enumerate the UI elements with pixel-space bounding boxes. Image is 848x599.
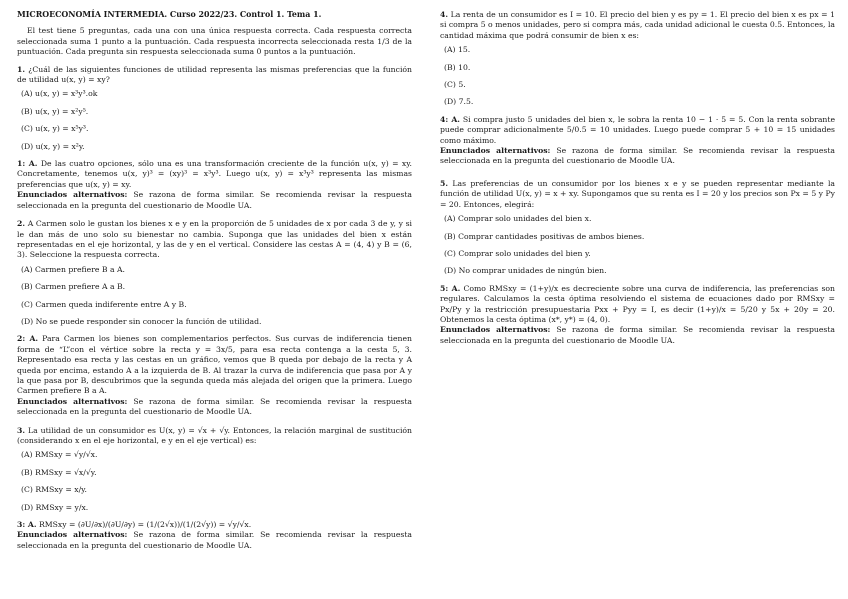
option-b[interactable]: (B) Comprar cantidades positivas de ambos bienes. — [444, 231, 645, 241]
option-b[interactable]: (B) RMSxy = √x/√y. — [21, 467, 97, 477]
answer-label: 3: A. — [17, 520, 37, 530]
alternative-text: Se razona de forma similar. Se recomienda revisar la respuesta seleccionada en la pregunta del cuestionario de Moodle UA. — [440, 146, 835, 166]
alternative-note — [440, 325, 835, 346]
alternative-note — [440, 146, 835, 167]
option-d[interactable]: (D) No se puede responder sin conocer la función de utilidad. — [21, 316, 262, 326]
option-a[interactable]: (A) 15. — [444, 45, 471, 55]
question-1 — [17, 65, 412, 211]
option-c[interactable]: (C) u(x, y) = x⁵y³. — [21, 124, 89, 134]
answer-block — [440, 115, 835, 167]
answer-text: Para Carmen los bienes son complementarios perfectos. Sus curvas de indiferencia tienen forma de “L”con el vértice sobre la recta y = 3x/5, para esa recta contenga a la cesta 5, 3. Representado esa recta y las cestas en un gráfico, vemos que B queda por debajo de la recta y A queda por encima, estando A a la izquierda de B. Al trazar la curva de indiferencia que pasa por A y la que pasa por B, descubrimos que la segunda queda más alejada del origen que la primera. Luego Carmen prefiere B a A. — [17, 334, 412, 396]
question-number: 4. — [440, 10, 449, 19]
answer-solution — [17, 334, 412, 396]
option-a[interactable]: (A) Comprar solo unidades del bien x. — [444, 214, 592, 224]
answer-text: De las cuatro opciones, sólo una es una transformación creciente de la función u(x, y) = xy. Concretamente, tenemos u(x, y)³ = (xy)³ = x³y³. Luego u(x, y) = x³y³ representa las mismas preferencias que u(x, y) = xy. — [17, 159, 412, 189]
document-title: MICROECONOMÍA INTERMEDIA. Curso 2022/23. Control 1. Tema 1. — [17, 10, 322, 19]
alternative-label: Enunciados alternativos: — [17, 530, 128, 540]
alternative-text: Se razona de forma similar. Se recomienda revisar la respuesta seleccionada en la pregunta del cuestionario de Moodle UA. — [440, 325, 835, 345]
right-column — [440, 10, 835, 354]
answer-text: Si compra justo 5 unidades del bien x, le sobra la renta 10 − 1 · 5 = 5. Con la renta sobrante puede comprar adicionalmente 5/0.5 = 10 unidades. Luego puede comprar 5 + 10 = 15 unidades como máximo. — [440, 114, 835, 145]
alternative-label: Enunciados alternativos: — [440, 325, 551, 335]
question-2 — [17, 219, 412, 418]
question-5 — [440, 179, 835, 346]
answer-solution — [440, 115, 835, 146]
option-c[interactable]: (C) RMSxy = x/y. — [21, 485, 87, 495]
alternative-label: Enunciados alternativos: — [17, 396, 128, 406]
question-number: 5. — [440, 178, 449, 188]
option-d[interactable]: (D) RMSxy = y/x. — [21, 502, 89, 512]
answer-label: 4: A. — [440, 114, 460, 124]
question-number: 1. — [17, 64, 26, 74]
option-a[interactable]: (A) u(x, y) = x³y³.ok — [21, 89, 98, 99]
alternative-label: Enunciados alternativos: — [440, 146, 551, 156]
question-number: 2. — [17, 219, 26, 229]
option-c[interactable]: (C) Carmen queda indiferente entre A y B. — [21, 299, 187, 309]
answer-solution — [17, 159, 412, 190]
alternative-text: Se razona de forma similar. Se recomienda revisar la respuesta seleccionada en la pregunta del cuestionario de Moodle UA. — [17, 396, 412, 417]
question-3 — [17, 426, 412, 552]
option-d[interactable]: (D) u(x, y) = x²y. — [21, 141, 85, 151]
answer-text: RMSxy = (∂U/∂x)/(∂U/∂y) = (1/(2√x))/(1/(2√y)) = √y/√x. — [38, 520, 252, 530]
question-body: ¿Cuál de las siguientes funciones de utilidad representa las mismas preferencias que la función de utilidad u(x, y) = xy? — [17, 64, 412, 85]
option-a[interactable]: (A) Carmen prefiere B a A. — [21, 264, 125, 274]
question-body: Las preferencias de un consumidor por los bienes x e y se pueden representar mediante la función de utilidad U(x, y) = x + xy. Supongamos que su renta es I = 20 y los precios son Px = 5 y Py = 20. Entonces, elegirá: — [440, 178, 835, 209]
alternative-note — [17, 190, 412, 211]
answer-block — [17, 159, 412, 211]
alternative-note — [17, 530, 412, 551]
question-text — [17, 219, 412, 261]
answer-block — [17, 334, 412, 417]
option-b[interactable]: (B) u(x, y) = x²y⁵. — [21, 106, 89, 116]
question-text — [17, 426, 412, 447]
option-c[interactable]: (C) 5. — [444, 80, 466, 90]
answer-label: 1: A. — [17, 159, 38, 169]
question-text — [440, 10, 835, 41]
option-a[interactable]: (A) RMSxy = √y/√x. — [21, 450, 98, 460]
option-b[interactable]: (B) Carmen prefiere A a B. — [21, 282, 126, 292]
question-text — [17, 65, 412, 86]
answer-label: 2: A. — [17, 334, 39, 344]
question-text — [440, 179, 835, 210]
left-column — [17, 10, 412, 559]
answer-text: Como RMSxy = (1+y)/x es decreciente sobre una curva de indiferencia, las preferencias son regulares. Calculamos la cesta óptima resolviendo el sistema de ecuaciones dado por RMSxy = Px/Py y la restricción presupuestaria Pxx + Pyy = I, es decir (1+y)/x = 5/20 y 5x + 20y = 20. Obtenemos la cesta óptima (x*, y*) = (4, 0). — [440, 283, 835, 324]
option-b[interactable]: (B) 10. — [444, 62, 471, 72]
option-c[interactable]: (C) Comprar solo unidades del bien y. — [444, 248, 591, 258]
alternative-text: Se razona de forma similar. Se recomienda revisar la respuesta seleccionada en la pregunta del cuestionario de Moodle UA. — [17, 530, 412, 550]
option-d[interactable]: (D) No comprar unidades de ningún bien. — [444, 266, 607, 276]
intro-paragraph: El test tiene 5 preguntas, cada una con una única respuesta correcta. Cada respuesta correcta seleccionada suma 1 punto a la puntuación. Cada respuesta incorrecta seleccionada resta 1/3 de la puntuación. Cada pregunta sin respuesta seleccionada suma 0 puntos a la puntuación. — [17, 26, 412, 57]
question-body: La renta de un consumidor es I = 10. El precio del bien y es py = 1. El precio del bien x es px = 1 si compra 5 o menos unidades, pero si compra más, cada unidad adicional le cuesta 0.5. Entonces, la cantidad máxima que podrá consumir de bien x es: — [440, 10, 835, 40]
alternative-text: Se razona de forma similar. Se recomienda revisar la respuesta seleccionada en la pregunta del cuestionario de Moodle UA. — [17, 190, 412, 210]
question-4 — [440, 10, 835, 167]
option-d[interactable]: (D) 7.5. — [444, 97, 474, 107]
answer-label: 5: A. — [440, 283, 461, 293]
alternative-label: Enunciados alternativos: — [17, 190, 128, 200]
answer-block — [17, 520, 412, 551]
answer-block — [440, 284, 835, 346]
answer-solution — [440, 284, 835, 326]
question-body: La utilidad de un consumidor es U(x, y) = √x + √y. Entonces, la relación marginal de sustitución (considerando x en el eje horizontal, e y en el eje vertical) es: — [17, 425, 412, 445]
answer-solution — [17, 520, 412, 530]
alternative-note — [17, 397, 412, 418]
question-number: 3. — [17, 425, 26, 435]
question-body: A Carmen solo le gustan los bienes x e y en la proporción de 5 unidades de x por cada 3 de y, y si le dan más de uno solo su bienestar no cambia. Suponga que las unidades del bien x están representadas en el eje horizontal, y las de y en el vertical. Considere las cestas A = (4, 4) y B = (6, 3). Seleccione la respuesta correcta. — [17, 219, 412, 260]
